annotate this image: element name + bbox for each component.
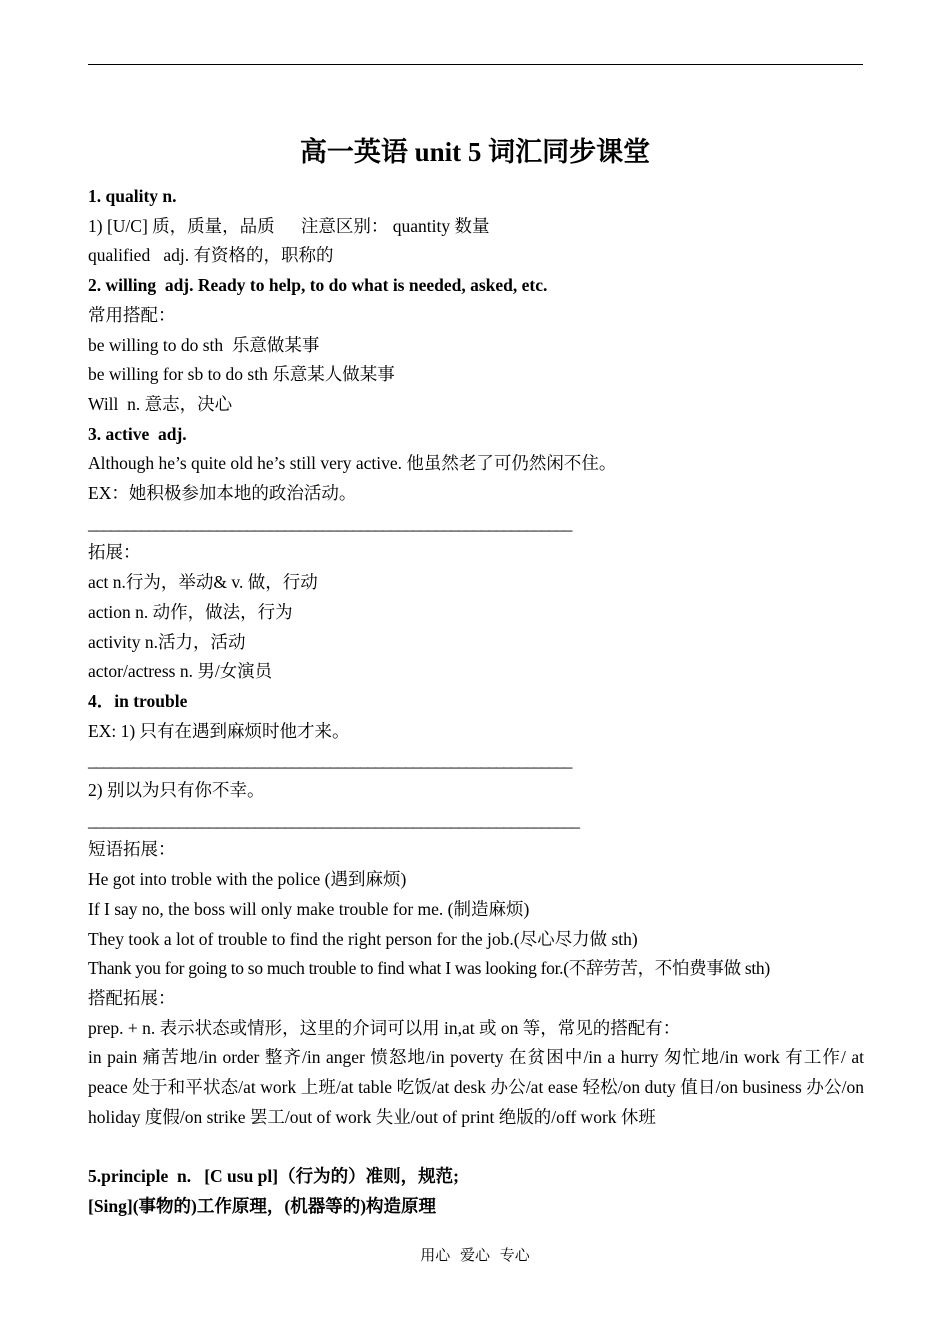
text-line: 常用搭配： xyxy=(88,304,176,325)
text-line: 拓展： xyxy=(88,542,141,563)
text-line: They took a lot of trouble to find the right person for the job.(尽心尽力做 sth) xyxy=(88,928,638,949)
entry-heading-quality: 1. quality n. xyxy=(88,186,177,206)
entry-heading-in-trouble: 4．in trouble xyxy=(88,690,188,711)
entry-heading-principle: 5.principle n. [C usu pl]（行为的）准则，规范; xyxy=(88,1166,459,1187)
page-footer: 用心 爱心 专心 xyxy=(420,1248,530,1264)
exercise-line: EX: 1) 只有在遇到麻烦时他才来。 xyxy=(88,720,350,741)
exercise-line: 2) 别以为只有你不幸。 xyxy=(88,780,265,801)
text-line: prep. + n. 表示状态或情形，这里的介词可以用 in,at 或 on 等，常见的搭配有： xyxy=(88,1017,681,1038)
text-line: Will n. 意志，决心 xyxy=(88,393,233,414)
entry-heading-willing: 2. willing adj. Ready to help, to do what is needed, asked, etc. xyxy=(88,275,548,296)
document-body xyxy=(88,182,864,1222)
answer-blank: ________________________________________________________________ xyxy=(88,512,572,533)
exercise-line: EX：她积极参加本地的政治活动。 xyxy=(88,483,357,504)
text-line: action n. 动作，做法，行为 xyxy=(88,601,293,622)
text-line: He got into troble with the police (遇到麻烦) xyxy=(88,869,407,890)
header-rule xyxy=(88,64,863,65)
answer-blank: _________________________________________________________________ xyxy=(88,809,579,830)
text-line: [Sing](事物的)工作原理，(机器等的)构造原理 xyxy=(88,1195,437,1216)
text-line: activity n.活力，活动 xyxy=(88,631,246,652)
text-line: 短语拓展： xyxy=(88,839,176,860)
text-line: act n.行为，举动& v. 做，行动 xyxy=(88,572,318,593)
text-line: 1) [U/C] 质，质量，品质 注意区别： quantity 数量 xyxy=(88,215,490,236)
text-line: be willing to do sth 乐意做某事 xyxy=(88,334,320,355)
text-line: qualified adj. 有资格的，职称的 xyxy=(88,245,334,266)
text-line: actor/actress n. 男/女演员 xyxy=(88,661,273,682)
entry-heading-active: 3. active adj. xyxy=(88,423,187,444)
text-line: Although he’s quite old he’s still very active. 他虽然老了可仍然闲不住。 xyxy=(88,453,617,474)
answer-blank: ________________________________________________________________ xyxy=(88,750,572,771)
text-line: Thank you for going to so much trouble to find what I was looking for.(不辞劳苦，不怕费事做 sth) xyxy=(88,958,770,979)
text-line: 搭配拓展： xyxy=(88,987,176,1008)
page-title: 高一英语 unit 5 词汇同步课堂 xyxy=(299,137,651,167)
text-line: be willing for sb to do sth 乐意某人做某事 xyxy=(88,364,395,385)
collocation-paragraph: in pain 痛苦地/in order 整齐/in anger 愤怒地/in poverty 在贫困中/in a hurry 匆忙地/in work 有工作/ at peace 处于和平状态/at work 上班/at table 吃饭/at desk 办公/at ease 轻松/on duty 值日/on business 办公/on holiday 度假/on strike 罢工/out of work 失业/out of print 绝版的/off work 休班 xyxy=(88,1047,864,1127)
text-line: If I say no, the boss will only make trouble for me. (制造麻烦) xyxy=(88,898,530,919)
spacer xyxy=(88,1133,864,1163)
